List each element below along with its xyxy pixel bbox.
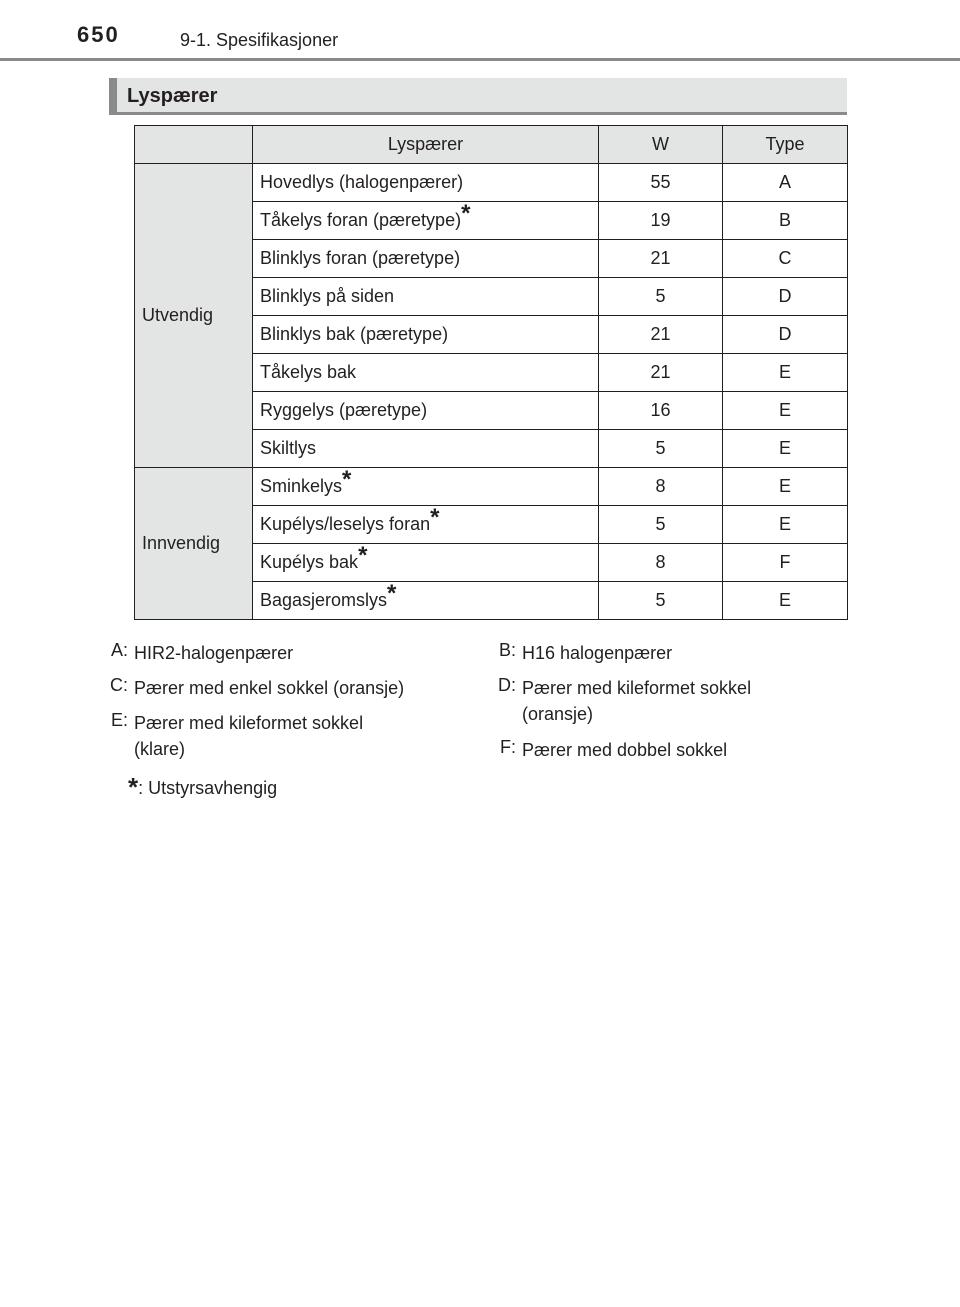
page-number: 650: [77, 22, 120, 47]
table-body: [135, 164, 848, 620]
group-label: Utvendig: [135, 164, 253, 468]
equipment-dependent-marker: *: [461, 200, 471, 227]
watt-cell: 8: [599, 468, 723, 506]
watt-cell: 5: [599, 278, 723, 316]
bulb-name: Sminkelys: [260, 476, 343, 496]
watt-cell: 8: [599, 544, 723, 582]
legend-text: Pærer med kileformet sokkel (oransje): [522, 678, 752, 724]
bulb-name-cell: [253, 202, 599, 240]
legend-key: C:: [110, 675, 128, 695]
type-cell: A: [723, 164, 848, 202]
bulb-name-cell: [253, 392, 599, 430]
bulb-name: Skiltlys: [260, 438, 317, 458]
table-row: [135, 164, 848, 202]
watt-cell: 21: [599, 316, 723, 354]
section-title: Lyspærer: [127, 85, 218, 107]
column-header-bulb: Lyspærer: [253, 126, 599, 164]
bulb-name: Tåkelys foran (pæretype): [260, 210, 462, 230]
bulb-name-cell: [253, 316, 599, 354]
bulb-name-cell: [253, 468, 599, 506]
type-cell: F: [723, 544, 848, 582]
type-cell: E: [723, 468, 848, 506]
bulb-name: Blinklys på siden: [260, 286, 395, 306]
page-header: [0, 0, 960, 62]
type-cell: B: [723, 202, 848, 240]
bulb-name-cell: [253, 354, 599, 392]
equipment-dependent-marker: *: [387, 580, 397, 607]
header-rule: [0, 58, 960, 61]
type-cell: C: [723, 240, 848, 278]
type-cell: E: [723, 506, 848, 544]
bulb-name: Blinklys bak (pæretype): [260, 324, 449, 344]
section-heading: [109, 78, 847, 115]
legend-text: Pærer med enkel sokkel (oransje): [134, 678, 405, 698]
legend-key: D:: [498, 675, 516, 695]
watt-cell: 55: [599, 164, 723, 202]
section-accent: [109, 78, 117, 115]
bulb-name-cell: [253, 278, 599, 316]
legend-text: HIR2-halogenpærer: [134, 643, 294, 663]
bulb-name: Hovedlys (halogenpærer): [260, 172, 464, 192]
bulb-name: Tåkelys bak: [260, 362, 357, 382]
watt-cell: 5: [599, 430, 723, 468]
bulb-name: Blinklys foran (pæretype): [260, 248, 461, 268]
watt-cell: 16: [599, 392, 723, 430]
type-cell: E: [723, 430, 848, 468]
bulb-name-cell: [253, 582, 599, 620]
bulb-name: Ryggelys (pæretype): [260, 400, 428, 420]
type-cell: E: [723, 354, 848, 392]
table-header-row: [135, 126, 848, 164]
group-label: Innvendig: [135, 468, 253, 620]
legend-key: B:: [498, 640, 516, 660]
chapter-title: 9-1. Spesifikasjoner: [180, 30, 339, 50]
watt-cell: 5: [599, 582, 723, 620]
footnote-text: : Utstyrsavhengig: [138, 778, 278, 798]
bulb-name-cell: [253, 240, 599, 278]
legend-key: F:: [500, 737, 516, 757]
legend-key: E:: [110, 710, 128, 730]
watt-cell: 21: [599, 354, 723, 392]
column-header-group: [135, 126, 253, 164]
column-header-type: Type: [723, 126, 848, 164]
bulb-name-cell: [253, 544, 599, 582]
watt-cell: 5: [599, 506, 723, 544]
column-header-watt: W: [599, 126, 723, 164]
legend-text: Pærer med kileformet sokkel (klare): [134, 713, 364, 759]
equipment-dependent-marker: *: [358, 542, 368, 569]
legend-text: Pærer med dobbel sokkel: [522, 740, 728, 760]
watt-cell: 21: [599, 240, 723, 278]
bulb-name: Bagasjeromslys: [260, 590, 388, 610]
equipment-dependent-marker: *: [342, 466, 352, 493]
bulb-table: [134, 125, 848, 620]
legend-key: A:: [110, 640, 128, 660]
watt-cell: 19: [599, 202, 723, 240]
equipment-dependent-marker: *: [430, 504, 440, 531]
bulb-name: Kupélys bak: [260, 552, 359, 572]
table-row: [135, 468, 848, 506]
type-cell: D: [723, 316, 848, 354]
footnote: [128, 770, 277, 801]
type-cell: D: [723, 278, 848, 316]
bulb-name-cell: [253, 430, 599, 468]
legend-text: H16 halogenpærer: [522, 643, 673, 663]
bulb-name-cell: [253, 506, 599, 544]
type-cell: E: [723, 392, 848, 430]
footnote-symbol: *: [128, 772, 139, 802]
bulb-name-cell: [253, 164, 599, 202]
type-cell: E: [723, 582, 848, 620]
bulb-name: Kupélys/leselys foran: [260, 514, 431, 534]
